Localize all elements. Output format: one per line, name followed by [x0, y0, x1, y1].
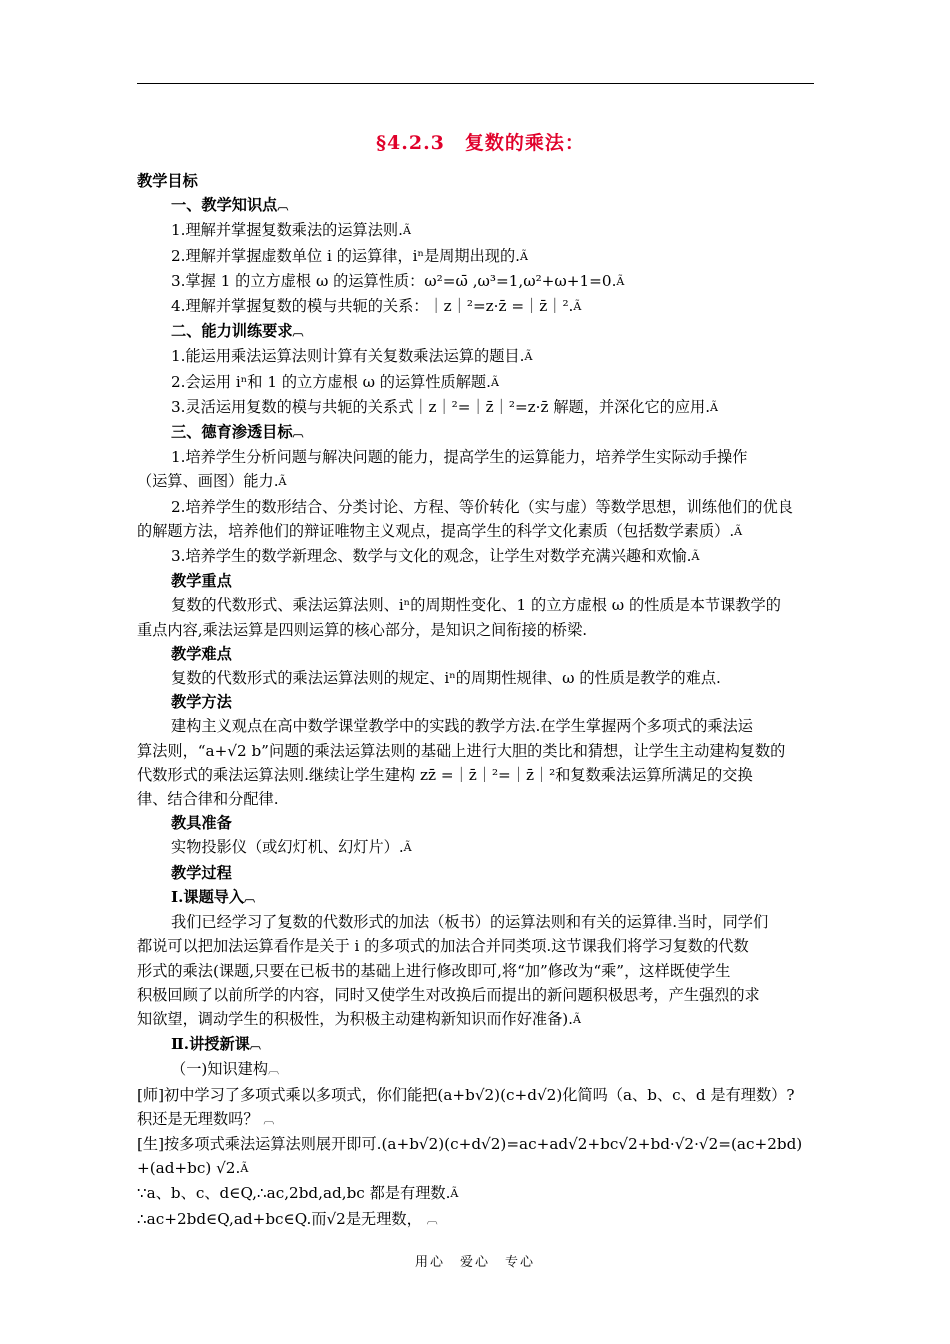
subheading-moral: 三、德育渗透目标︹ — [171, 423, 304, 442]
teacher-question-line-2: 积还是无理数吗？ ︹ — [137, 1109, 275, 1128]
subheading-knowledge: 一、教学知识点︹ — [171, 196, 289, 215]
ability-item-1: 1.能运用乘法运算法则计算有关复数乘法运算的题目.Ã — [171, 347, 533, 366]
key-points-line-1: 复数的代数形式、乘法运算法则、iⁿ的周期性变化、1 的立方虚根 ω 的性质是本节课教学的 — [171, 596, 781, 615]
intro-line-5: 知欲望，调动学生的积极性，为积极主动建构新知识而作好准备).Ã — [137, 1009, 581, 1028]
heading-difficulties: 教学难点 — [171, 644, 232, 663]
header-rule — [137, 83, 814, 84]
tools-text: 实物投影仪（或幻灯机、幻灯片）.Ã — [171, 838, 412, 857]
difficulties-text: 复数的代数形式的乘法运算法则的规定、iⁿ的周期性规律、ω 的性质是教学的难点. — [171, 669, 721, 688]
heading-method: 教学方法 — [171, 693, 232, 712]
intro-line-2: 都说可以把加法运算看作是关于 i 的多项式的加法合并同类项.这节课我们将学习复数的代数 — [137, 937, 749, 956]
section-heading-goals: 教学目标 — [137, 172, 198, 190]
knowledge-item-3: 3.掌握 1 的立方虚根 ω 的运算性质：ω²=ω̄ ,ω³=1,ω²+ω+1=0.Ã — [171, 271, 625, 290]
since-statement: ∵a、b、c、d∈Q,∴ac,2bd,ad,bc 都是有理数.Ã — [137, 1184, 459, 1203]
lecture-subheading: （一)知识建构︹ — [171, 1060, 280, 1079]
page-footer: 用心 爱心 专心 — [414, 1255, 535, 1270]
method-line-4: 律、结合律和分配律. — [137, 790, 279, 809]
therefore-statement: ∴ac+2bd∈Q,ad+bc∈Q.而√2是无理数， ︹ — [137, 1209, 438, 1228]
heading-process: 教学过程 — [171, 863, 232, 882]
moral-item-1-line-2: （运算、画图）能力.Ã — [137, 472, 287, 491]
intro-line-3: 形式的乘法(课题,只要在已板书的基础上进行修改即可,将“加”修改为“乘”，这样既使学生 — [137, 961, 731, 980]
teacher-question-line-1: [师]初中学习了多项式乘以多项式，你们能把(a+b√2)(c+d√2)化简吗（a、b、c、d 是有理数）? — [137, 1085, 795, 1104]
moral-item-3: 3.培养学生的数学新理念、数学与文化的观念，让学生对数学充满兴趣和欢愉.Ã — [171, 547, 700, 566]
ability-item-3: 3.灵活运用复数的模与共轭的关系式｜z｜²=｜z̄｜²=z·z̄ 解题，并深化它的应用.Ã — [171, 397, 718, 416]
student-answer-line-2: +(ad+bc) √2.Ã — [137, 1159, 249, 1178]
moral-item-1-line-1: 1.培养学生分析问题与解决问题的能力，提高学生的运算能力，培养学生实际动手操作 — [171, 448, 748, 467]
knowledge-item-2: 2.理解并掌握虚数单位 i 的运算律，iⁿ是周期出现的.Ã — [171, 246, 528, 265]
page-title: §4.2.3 复数的乘法： — [376, 132, 585, 154]
knowledge-item-4: 4.理解并掌握复数的模与共轭的关系：｜z｜²=z·z̄ =｜z̄｜².Ã — [171, 297, 582, 316]
heading-key-points: 教学重点 — [171, 572, 232, 591]
intro-line-1: 我们已经学习了复数的代数形式的加法（板书）的运算法则和有关的运算律.当时，同学们 — [171, 913, 769, 932]
method-line-3: 代数形式的乘法运算法则.继续让学生建构 zz̄ =｜z̄｜²=｜z̄｜²和复数乘法运算所满足的交换 — [137, 765, 753, 784]
intro-line-4: 积极回顾了以前所学的内容，同时又使学生对改换后而提出的新问题积极思考，产生强烈的求 — [137, 985, 760, 1004]
heading-tools: 教具准备 — [171, 814, 232, 833]
ability-item-2: 2.会运用 iⁿ和 1 的立方虚根 ω 的运算性质解题.Ã — [171, 372, 499, 391]
document-body — [137, 128, 814, 1232]
knowledge-item-1: 1.理解并掌握复数乘法的运算法则.Ã — [171, 221, 411, 240]
moral-item-2-line-2: 的解题方法，培养他们的辩证唯物主义观点，提高学生的科学文化素质（包括数学素质）.Ã — [137, 521, 743, 540]
heading-lecture: Ⅱ.讲授新课︹ — [171, 1035, 261, 1054]
method-line-1: 建构主义观点在高中数学课堂教学中的实践的教学方法.在学生掌握两个多项式的乘法运 — [171, 717, 753, 736]
subheading-ability: 二、能力训练要求︹ — [171, 322, 304, 341]
key-points-line-2: 重点内容,乘法运算是四则运算的核心部分，是知识之间衔接的桥梁. — [137, 620, 588, 639]
method-line-2: 算法则，“a+√2 b”问题的乘法运算法则的基础上进行大胆的类比和猜想，让学生主动建构复数的 — [137, 741, 786, 760]
heading-intro: Ⅰ.课题导入︹ — [171, 887, 256, 906]
moral-item-2-line-1: 2.培养学生的数形结合、分类讨论、方程、等价转化（实与虚）等数学思想，训练他们的优良 — [171, 497, 793, 516]
student-answer-line-1: [生]按多项式乘法运算法则展开即可.(a+b√2)(c+d√2)=ac+ad√2+bc√2+bd·√2·√2=(ac+2bd) — [137, 1134, 803, 1153]
